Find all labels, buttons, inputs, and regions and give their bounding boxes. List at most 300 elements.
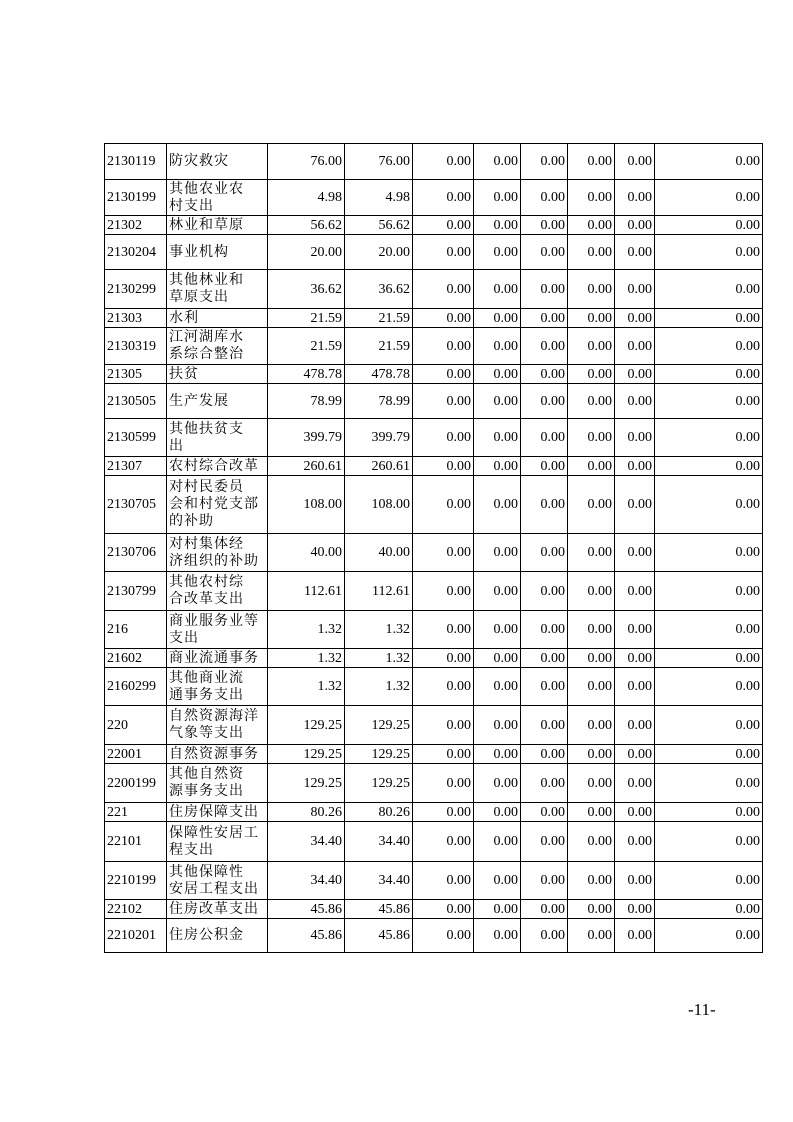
value-cell: 0.00	[615, 900, 655, 919]
value-cell: 0.00	[655, 706, 763, 745]
row-name	[167, 706, 268, 745]
value-cell: 0.00	[655, 803, 763, 822]
value-cell: 0.00	[655, 419, 763, 457]
value-cell: 0.00	[615, 180, 655, 216]
value-cell: 0.00	[615, 419, 655, 457]
value-cell: 0.00	[474, 668, 521, 706]
row-name	[167, 764, 268, 803]
value-cell: 0.00	[655, 611, 763, 649]
row-name-line: 草原支出	[169, 290, 229, 305]
value-cell: 0.00	[568, 457, 615, 476]
value-cell: 45.86	[268, 919, 345, 953]
value-cell: 76.00	[345, 144, 413, 180]
row-name	[167, 611, 268, 649]
value-cell: 45.86	[345, 919, 413, 953]
value-cell: 1.32	[345, 649, 413, 668]
row-name-line: 源事务支出	[169, 784, 244, 799]
table-row	[105, 611, 763, 649]
row-name-line: 其他商业流	[169, 670, 244, 686]
value-cell: 0.00	[568, 706, 615, 745]
value-cell: 45.86	[268, 900, 345, 919]
table-row	[105, 457, 763, 476]
value-cell: 0.00	[568, 572, 615, 611]
row-code: 2130319	[105, 328, 167, 365]
value-cell: 0.00	[568, 476, 615, 534]
row-name-line: 村支出	[169, 198, 214, 214]
value-cell: 0.00	[474, 384, 521, 419]
value-cell: 260.61	[268, 457, 345, 476]
value-cell: 260.61	[345, 457, 413, 476]
row-name-line: 程支出	[169, 842, 214, 858]
value-cell: 0.00	[413, 235, 474, 270]
value-cell: 20.00	[345, 235, 413, 270]
table-row	[105, 649, 763, 668]
value-cell: 0.00	[568, 216, 615, 235]
page-number: -11-	[688, 1000, 716, 1019]
value-cell: 0.00	[474, 764, 521, 803]
value-cell: 36.62	[345, 270, 413, 309]
value-cell: 0.00	[521, 419, 568, 457]
value-cell: 0.00	[568, 180, 615, 216]
table-row	[105, 572, 763, 611]
value-cell: 0.00	[521, 649, 568, 668]
table-row	[105, 419, 763, 457]
value-cell: 0.00	[655, 365, 763, 384]
row-code: 2130119	[105, 144, 167, 180]
row-name-line: 其他农业农	[169, 181, 244, 197]
value-cell: 78.99	[345, 384, 413, 419]
value-cell: 0.00	[655, 745, 763, 764]
value-cell: 0.00	[474, 900, 521, 919]
value-cell: 112.61	[268, 572, 345, 611]
row-code: 21303	[105, 309, 167, 328]
value-cell: 0.00	[413, 328, 474, 365]
row-name-line: 防灾救灾	[169, 154, 229, 169]
row-name	[167, 419, 268, 457]
value-cell: 0.00	[474, 270, 521, 309]
row-code: 22102	[105, 900, 167, 919]
value-cell: 108.00	[345, 476, 413, 534]
value-cell: 0.00	[413, 900, 474, 919]
table-row	[105, 803, 763, 822]
table-row	[105, 668, 763, 706]
row-name-line: 对村民委员	[169, 480, 244, 495]
row-name	[167, 803, 268, 822]
row-code: 2130706	[105, 534, 167, 572]
value-cell: 21.59	[345, 328, 413, 365]
value-cell: 0.00	[521, 706, 568, 745]
value-cell: 4.98	[268, 180, 345, 216]
value-cell: 0.00	[521, 572, 568, 611]
row-name-line: 会和村党支部	[169, 497, 259, 512]
value-cell: 0.00	[474, 822, 521, 862]
row-name-line: 扶贫	[169, 366, 199, 382]
value-cell: 0.00	[474, 862, 521, 900]
value-cell: 0.00	[615, 365, 655, 384]
table-row	[105, 534, 763, 572]
value-cell: 36.62	[268, 270, 345, 309]
value-cell: 45.86	[345, 900, 413, 919]
value-cell: 76.00	[268, 144, 345, 180]
value-cell: 0.00	[655, 668, 763, 706]
row-name-line: 自然资源事务	[169, 746, 259, 762]
value-cell: 0.00	[474, 919, 521, 953]
value-cell: 1.32	[268, 611, 345, 649]
table-row	[105, 706, 763, 745]
row-name	[167, 235, 268, 270]
row-code: 2130705	[105, 476, 167, 534]
value-cell: 0.00	[521, 309, 568, 328]
row-code: 216	[105, 611, 167, 649]
row-name-line: 气象等支出	[169, 726, 244, 741]
value-cell: 21.59	[268, 328, 345, 365]
value-cell: 0.00	[474, 706, 521, 745]
value-cell: 0.00	[568, 235, 615, 270]
value-cell: 0.00	[521, 745, 568, 764]
value-cell: 0.00	[615, 862, 655, 900]
value-cell: 0.00	[568, 611, 615, 649]
value-cell: 0.00	[521, 328, 568, 365]
value-cell: 129.25	[268, 764, 345, 803]
value-cell: 0.00	[521, 270, 568, 309]
value-cell: 0.00	[474, 144, 521, 180]
value-cell: 0.00	[655, 900, 763, 919]
value-cell: 0.00	[474, 649, 521, 668]
value-cell: 0.00	[615, 457, 655, 476]
value-cell: 80.26	[345, 803, 413, 822]
value-cell: 0.00	[521, 144, 568, 180]
row-name-line: 系综合整治	[169, 347, 244, 362]
row-code: 2200199	[105, 764, 167, 803]
row-name-line: 住房公积金	[169, 928, 244, 943]
value-cell: 0.00	[615, 706, 655, 745]
value-cell: 0.00	[615, 668, 655, 706]
value-cell: 21.59	[268, 309, 345, 328]
row-code: 22001	[105, 745, 167, 764]
value-cell: 129.25	[268, 745, 345, 764]
row-code: 2130299	[105, 270, 167, 309]
row-name	[167, 919, 268, 953]
value-cell: 0.00	[521, 822, 568, 862]
value-cell: 0.00	[474, 235, 521, 270]
value-cell: 0.00	[568, 419, 615, 457]
value-cell: 0.00	[655, 270, 763, 309]
row-name-line: 保障性安居工	[169, 825, 259, 841]
value-cell: 0.00	[521, 216, 568, 235]
row-code: 22101	[105, 822, 167, 862]
row-code: 2130505	[105, 384, 167, 419]
value-cell: 0.00	[474, 745, 521, 764]
value-cell: 0.00	[521, 764, 568, 803]
value-cell: 0.00	[521, 180, 568, 216]
row-code: 2130799	[105, 572, 167, 611]
value-cell: 0.00	[615, 216, 655, 235]
value-cell: 0.00	[655, 180, 763, 216]
value-cell: 0.00	[474, 476, 521, 534]
row-name-line: 济组织的补助	[169, 553, 259, 569]
row-code: 2160299	[105, 668, 167, 706]
value-cell: 0.00	[615, 572, 655, 611]
value-cell: 0.00	[474, 309, 521, 328]
value-cell: 0.00	[615, 611, 655, 649]
value-cell: 129.25	[345, 745, 413, 764]
value-cell: 0.00	[413, 572, 474, 611]
value-cell: 0.00	[474, 572, 521, 611]
table-row	[105, 476, 763, 534]
value-cell: 56.62	[268, 216, 345, 235]
row-name	[167, 328, 268, 365]
row-name	[167, 216, 268, 235]
value-cell: 0.00	[474, 534, 521, 572]
row-name	[167, 572, 268, 611]
row-code: 21305	[105, 365, 167, 384]
value-cell: 0.00	[521, 534, 568, 572]
value-cell: 40.00	[345, 534, 413, 572]
value-cell: 0.00	[655, 764, 763, 803]
row-name-line: 出	[169, 438, 184, 454]
value-cell: 0.00	[413, 457, 474, 476]
value-cell: 0.00	[413, 649, 474, 668]
row-name-line: 生产发展	[169, 393, 229, 409]
row-name	[167, 668, 268, 706]
value-cell: 0.00	[521, 384, 568, 419]
row-name-line: 农村综合改革	[169, 458, 259, 474]
value-cell: 34.40	[268, 822, 345, 862]
row-code: 2130204	[105, 235, 167, 270]
value-cell: 0.00	[615, 328, 655, 365]
row-code: 220	[105, 706, 167, 745]
value-cell: 0.00	[521, 900, 568, 919]
table-row	[105, 764, 763, 803]
value-cell: 0.00	[655, 822, 763, 862]
row-name	[167, 309, 268, 328]
value-cell: 0.00	[474, 328, 521, 365]
value-cell: 0.00	[568, 328, 615, 365]
value-cell: 0.00	[568, 144, 615, 180]
value-cell: 0.00	[474, 419, 521, 457]
value-cell: 0.00	[521, 235, 568, 270]
row-name	[167, 365, 268, 384]
value-cell: 0.00	[655, 919, 763, 953]
table-row	[105, 328, 763, 365]
value-cell: 129.25	[345, 764, 413, 803]
value-cell: 1.32	[345, 668, 413, 706]
value-cell: 0.00	[568, 862, 615, 900]
value-cell: 0.00	[615, 476, 655, 534]
value-cell: 0.00	[615, 649, 655, 668]
value-cell: 0.00	[568, 745, 615, 764]
row-name-line: 对村集体经	[169, 536, 244, 552]
value-cell: 0.00	[521, 365, 568, 384]
value-cell: 0.00	[568, 822, 615, 862]
value-cell: 0.00	[655, 476, 763, 534]
value-cell: 0.00	[655, 328, 763, 365]
row-code: 2210201	[105, 919, 167, 953]
value-cell: 0.00	[413, 822, 474, 862]
row-name	[167, 745, 268, 764]
value-cell: 0.00	[521, 919, 568, 953]
value-cell: 0.00	[615, 270, 655, 309]
row-name	[167, 900, 268, 919]
value-cell: 399.79	[345, 419, 413, 457]
table-row	[105, 745, 763, 764]
value-cell: 0.00	[615, 919, 655, 953]
value-cell: 20.00	[268, 235, 345, 270]
row-name-line: 其他自然资	[169, 767, 244, 782]
value-cell: 0.00	[413, 706, 474, 745]
value-cell: 0.00	[413, 534, 474, 572]
value-cell: 0.00	[413, 919, 474, 953]
row-name-line: 其他林业和	[169, 273, 244, 288]
value-cell: 0.00	[413, 384, 474, 419]
value-cell: 1.32	[268, 649, 345, 668]
row-name-line: 江河湖库水	[169, 330, 244, 345]
table-row	[105, 365, 763, 384]
row-name-line: 安居工程支出	[169, 881, 259, 897]
value-cell: 0.00	[615, 235, 655, 270]
value-cell: 0.00	[413, 803, 474, 822]
row-name-line: 林业和草原	[169, 217, 244, 233]
table-row	[105, 144, 763, 180]
value-cell: 0.00	[413, 611, 474, 649]
row-name-line: 通事务支出	[169, 687, 244, 703]
row-name	[167, 476, 268, 534]
row-name-line: 住房改革支出	[169, 901, 259, 917]
value-cell: 0.00	[655, 309, 763, 328]
row-name-line: 支出	[169, 630, 199, 646]
value-cell: 0.00	[413, 476, 474, 534]
value-cell: 0.00	[521, 457, 568, 476]
value-cell: 34.40	[345, 822, 413, 862]
table-row	[105, 270, 763, 309]
value-cell: 0.00	[521, 476, 568, 534]
table-row	[105, 919, 763, 953]
value-cell: 0.00	[413, 862, 474, 900]
row-name	[167, 822, 268, 862]
value-cell: 478.78	[268, 365, 345, 384]
row-name-line: 商业服务业等	[169, 613, 259, 629]
table-row	[105, 384, 763, 419]
value-cell: 129.25	[345, 706, 413, 745]
value-cell: 0.00	[413, 270, 474, 309]
table-row	[105, 900, 763, 919]
row-name-line: 合改革支出	[169, 592, 244, 607]
row-name	[167, 384, 268, 419]
value-cell: 478.78	[345, 365, 413, 384]
value-cell: 0.00	[413, 668, 474, 706]
value-cell: 0.00	[655, 534, 763, 572]
row-name	[167, 457, 268, 476]
value-cell: 0.00	[615, 384, 655, 419]
row-code: 221	[105, 803, 167, 822]
value-cell: 0.00	[655, 649, 763, 668]
value-cell: 0.00	[474, 216, 521, 235]
value-cell: 0.00	[521, 611, 568, 649]
value-cell: 112.61	[345, 572, 413, 611]
value-cell: 0.00	[521, 803, 568, 822]
value-cell: 0.00	[413, 180, 474, 216]
value-cell: 1.32	[268, 668, 345, 706]
value-cell: 0.00	[655, 457, 763, 476]
row-name	[167, 180, 268, 216]
value-cell: 0.00	[615, 309, 655, 328]
value-cell: 0.00	[568, 668, 615, 706]
value-cell: 0.00	[568, 900, 615, 919]
value-cell: 0.00	[568, 803, 615, 822]
value-cell: 0.00	[568, 365, 615, 384]
row-name	[167, 649, 268, 668]
value-cell: 56.62	[345, 216, 413, 235]
table-row	[105, 862, 763, 900]
value-cell: 0.00	[413, 309, 474, 328]
value-cell: 0.00	[413, 419, 474, 457]
table-row	[105, 180, 763, 216]
value-cell: 0.00	[615, 534, 655, 572]
value-cell: 0.00	[615, 803, 655, 822]
value-cell: 0.00	[413, 745, 474, 764]
value-cell: 0.00	[568, 384, 615, 419]
row-name	[167, 144, 268, 180]
value-cell: 1.32	[345, 611, 413, 649]
row-code: 21602	[105, 649, 167, 668]
value-cell: 0.00	[615, 745, 655, 764]
row-code: 21307	[105, 457, 167, 476]
row-name-line: 水利	[169, 310, 199, 326]
row-name-line: 商业流通事务	[169, 650, 259, 666]
row-code: 2130199	[105, 180, 167, 216]
table-row	[105, 822, 763, 862]
value-cell: 0.00	[655, 572, 763, 611]
table-row	[105, 216, 763, 235]
value-cell: 129.25	[268, 706, 345, 745]
value-cell: 0.00	[615, 822, 655, 862]
value-cell: 0.00	[568, 270, 615, 309]
value-cell: 0.00	[568, 649, 615, 668]
value-cell: 0.00	[474, 180, 521, 216]
row-name-line: 其他保障性	[169, 864, 244, 880]
budget-table	[104, 143, 763, 953]
value-cell: 0.00	[655, 862, 763, 900]
row-name	[167, 270, 268, 309]
value-cell: 40.00	[268, 534, 345, 572]
value-cell: 21.59	[345, 309, 413, 328]
value-cell: 0.00	[474, 611, 521, 649]
value-cell: 0.00	[655, 384, 763, 419]
value-cell: 0.00	[655, 235, 763, 270]
table-row	[105, 309, 763, 328]
value-cell: 80.26	[268, 803, 345, 822]
row-name-line: 其他扶贫支	[169, 421, 244, 437]
value-cell: 0.00	[615, 764, 655, 803]
row-name	[167, 534, 268, 572]
row-name	[167, 862, 268, 900]
table-row	[105, 235, 763, 270]
row-name-line: 自然资源海洋	[169, 709, 259, 724]
value-cell: 0.00	[568, 534, 615, 572]
value-cell: 0.00	[474, 365, 521, 384]
value-cell: 0.00	[474, 803, 521, 822]
value-cell: 0.00	[568, 309, 615, 328]
value-cell: 0.00	[615, 144, 655, 180]
value-cell: 108.00	[268, 476, 345, 534]
value-cell: 0.00	[655, 144, 763, 180]
value-cell: 399.79	[268, 419, 345, 457]
value-cell: 0.00	[568, 919, 615, 953]
row-name-line: 事业机构	[169, 244, 229, 260]
value-cell: 0.00	[413, 365, 474, 384]
value-cell: 0.00	[568, 764, 615, 803]
row-code: 21302	[105, 216, 167, 235]
